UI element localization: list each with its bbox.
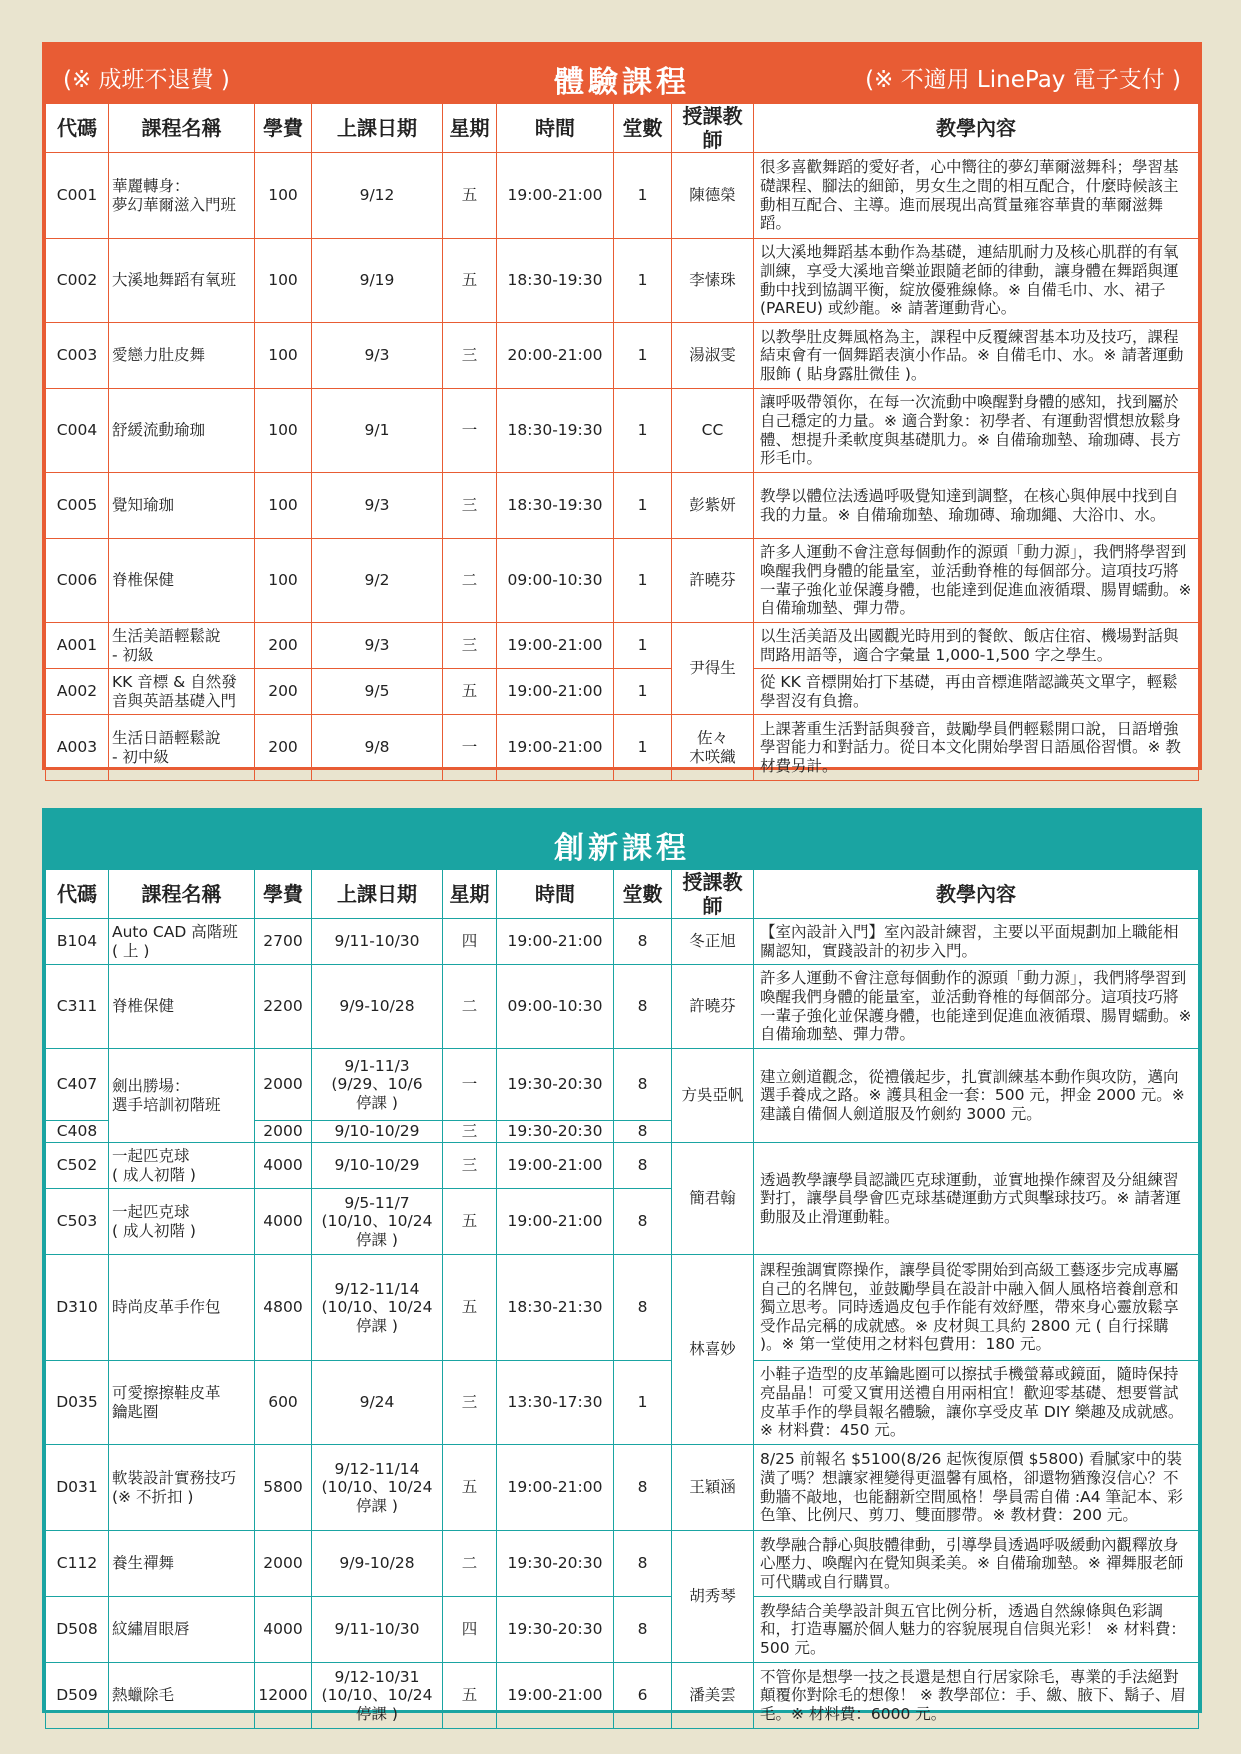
course-code: A002: [46, 669, 109, 715]
class-time: 19:00-21:00: [497, 715, 614, 781]
class-time: 19:00-21:00: [497, 669, 614, 715]
table-row: [46, 153, 1199, 239]
class-time: 19:00-21:00: [497, 153, 614, 239]
course-code: A003: [46, 715, 109, 781]
header-col-teacher: 授課教師: [672, 104, 754, 153]
class-time: 18:30-21:30: [497, 1255, 614, 1361]
fee: 5800: [255, 1445, 312, 1531]
class-dates: 9/3: [312, 323, 443, 389]
class-time: 19:00-21:00: [497, 1663, 614, 1729]
weekday: 三: [443, 473, 497, 539]
class-time: 19:00-21:00: [497, 1189, 614, 1255]
course-description: 【室內設計入門】室內設計練習，主要以平面規劃加上職能相關認知，實踐設計的初步入門。: [754, 919, 1199, 965]
course-code: C503: [46, 1189, 109, 1255]
session-count: 8: [614, 1189, 672, 1255]
course-description: 許多人運動不會注意每個動作的源頭「動力源」，我們將學習到喚醒我們身體的能量室，並活動脊椎的每個部分。這項技巧將一輩子強化並保護身體，也能達到促進血液循環、腸胃蠕動。※ 自備瑜珈墊、彈力帶。: [754, 539, 1199, 623]
session-count: 8: [614, 1255, 672, 1361]
header-col-date: 上課日期: [312, 870, 443, 919]
fee: 12000: [255, 1663, 312, 1729]
course-code: D310: [46, 1255, 109, 1361]
fee: 200: [255, 669, 312, 715]
course-code: A001: [46, 623, 109, 669]
class-time: 18:30-19:30: [497, 389, 614, 473]
class-time: 19:30-20:30: [497, 1597, 614, 1663]
innovation-course-table: [45, 869, 1199, 1729]
instructor: 許曉芬: [672, 965, 754, 1049]
weekday: 五: [443, 1189, 497, 1255]
header-col-code: 代碼: [46, 870, 109, 919]
fee: 4000: [255, 1189, 312, 1255]
table-row: [46, 239, 1199, 323]
weekday: 二: [443, 539, 497, 623]
course-name: 脊椎保健: [109, 539, 255, 623]
table-row: [46, 715, 1199, 781]
weekday: 三: [443, 323, 497, 389]
course-description: 很多喜歡舞蹈的愛好者，心中嚮往的夢幻華爾滋舞科；學習基礎課程、腳法的細節，男女生之間的相互配合，什麼時候該主動相互配合、主導。進而展現出高質量雍容華貴的華爾滋舞蹈。: [754, 153, 1199, 239]
weekday: 三: [443, 1361, 497, 1445]
instructor: 陳德榮: [672, 153, 754, 239]
class-dates: 9/3: [312, 473, 443, 539]
class-time: 19:00-21:00: [497, 1445, 614, 1531]
course-code: C002: [46, 239, 109, 323]
class-dates: 9/3: [312, 623, 443, 669]
course-name: KK 音標 & 自然發音與英語基礎入門: [109, 669, 255, 715]
course-name: 愛戀力肚皮舞: [109, 323, 255, 389]
course-name: 舒緩流動瑜珈: [109, 389, 255, 473]
class-time: 09:00-10:30: [497, 539, 614, 623]
fee: 4800: [255, 1255, 312, 1361]
course-name: 熱蠟除毛: [109, 1663, 255, 1729]
course-name: 養生禪舞: [109, 1531, 255, 1597]
table-row: [46, 919, 1199, 965]
fee: 2000: [255, 1531, 312, 1597]
section-title: 創新課程: [554, 831, 690, 866]
fee: 100: [255, 323, 312, 389]
course-code: C311: [46, 965, 109, 1049]
fee: 2000: [255, 1049, 312, 1121]
course-code: D031: [46, 1445, 109, 1531]
course-code: B104: [46, 919, 109, 965]
instructor: 尹得生: [672, 623, 754, 715]
table-row: [46, 473, 1199, 539]
fee: 2000: [255, 1121, 312, 1143]
weekday: 五: [443, 1255, 497, 1361]
course-name: 覺知瑜珈: [109, 473, 255, 539]
class-dates: 9/12-11/14 (10/10、10/24 停課 ): [312, 1255, 443, 1361]
class-dates: 9/5-11/7 (10/10、10/24 停課 ): [312, 1189, 443, 1255]
course-description: 以教學肚皮舞風格為主，課程中反覆練習基本功及技巧，課程結束會有一個舞蹈表演小作品。※ 自備毛巾、水。※ 請著運動服飾 ( 貼身露肚微佳 )。: [754, 323, 1199, 389]
course-description: 從 KK 音標開始打下基礎，再由音標進階認識英文單字，輕鬆學習沒有負擔。: [754, 669, 1199, 715]
session-count: 1: [614, 669, 672, 715]
instructor: 簡君翰: [672, 1143, 754, 1255]
course-code: D035: [46, 1361, 109, 1445]
fee: 200: [255, 623, 312, 669]
header-col-fee: 學費: [255, 870, 312, 919]
session-count: 8: [614, 1445, 672, 1531]
course-code: C004: [46, 389, 109, 473]
fee: 100: [255, 153, 312, 239]
header-col-content: 教學內容: [754, 870, 1199, 919]
table-header-row: [46, 870, 1199, 919]
session-count: 1: [614, 539, 672, 623]
class-dates: 9/5: [312, 669, 443, 715]
instructor: 湯淑雯: [672, 323, 754, 389]
course-name: 一起匹克球 ( 成人初階 ): [109, 1189, 255, 1255]
no-linepay-note: (※ 不適用 LinePay 電子支付 ): [865, 67, 1181, 93]
course-description: 讓呼吸帶領你，在每一次流動中喚醒對身體的感知，找到屬於自己穩定的力量。※ 適合對象：初學者、有運動習慣想放鬆身體、想提升柔軟度與基礎肌力。※ 自備瑜珈墊、瑜珈磚、長方形毛巾。: [754, 389, 1199, 473]
experience-header-bar: [45, 45, 1199, 103]
course-name: 軟裝設計實務技巧 (※ 不折扣 ): [109, 1445, 255, 1531]
innovation-header-bar: [45, 811, 1199, 869]
class-dates: 9/12-11/14 (10/10、10/24 停課 ): [312, 1445, 443, 1531]
class-dates: 9/1: [312, 389, 443, 473]
instructor: 方吳亞帆: [672, 1049, 754, 1143]
course-name: 劍出勝場： 選手培訓初階班: [109, 1049, 255, 1143]
session-count: 1: [614, 623, 672, 669]
class-dates: 9/8: [312, 715, 443, 781]
session-count: 1: [614, 473, 672, 539]
header-col-fee: 學費: [255, 104, 312, 153]
table-row: [46, 389, 1199, 473]
session-count: 8: [614, 1121, 672, 1143]
class-dates: 9/19: [312, 239, 443, 323]
fee: 600: [255, 1361, 312, 1445]
class-dates: 9/24: [312, 1361, 443, 1445]
class-time: 19:00-21:00: [497, 623, 614, 669]
table-row: [46, 623, 1199, 669]
table-row: [46, 1597, 1199, 1663]
course-name: 紋繡眉眼唇: [109, 1597, 255, 1663]
class-dates: 9/11-10/30: [312, 1597, 443, 1663]
weekday: 二: [443, 965, 497, 1049]
header-col-date: 上課日期: [312, 104, 443, 153]
course-description: 許多人運動不會注意每個動作的源頭「動力源」，我們將學習到喚醒我們身體的能量室，並活動脊椎的每個部分。這項技巧將一輩子強化並保護身體，也能達到促進血液循環、腸胃蠕動。※ 自備瑜珈墊、彈力帶。: [754, 965, 1199, 1049]
session-count: 6: [614, 1663, 672, 1729]
course-code: C407: [46, 1049, 109, 1121]
course-description: 小鞋子造型的皮革鑰匙圈可以擦拭手機螢幕或鏡面，隨時保持亮晶晶！可愛又實用送禮自用兩相宜！歡迎零基礎、想要嘗試皮革手作的學員報名體驗，讓你享受皮革 DIY 樂趣及成就感。※ 材料費：450 元。: [754, 1361, 1199, 1445]
instructor: 許曉芬: [672, 539, 754, 623]
class-dates: 9/11-10/30: [312, 919, 443, 965]
table-row: [46, 669, 1199, 715]
header-col-name: 課程名稱: [109, 104, 255, 153]
header-col-sessions: 堂數: [614, 104, 672, 153]
class-dates: 9/10-10/29: [312, 1143, 443, 1189]
no-refund-note: (※ 成班不退費 ): [63, 67, 230, 93]
weekday: 五: [443, 239, 497, 323]
course-description: 以生活美語及出國觀光時用到的餐飲、飯店住宿、機場對話與問路用語等，適合字彙量 1,000-1,500 字之學生。: [754, 623, 1199, 669]
course-code: C112: [46, 1531, 109, 1597]
weekday: 五: [443, 153, 497, 239]
weekday: 五: [443, 669, 497, 715]
instructor: 潘美雲: [672, 1663, 754, 1729]
header-col-time: 時間: [497, 104, 614, 153]
fee: 4000: [255, 1143, 312, 1189]
weekday: 二: [443, 1531, 497, 1597]
course-code: C408: [46, 1121, 109, 1143]
session-count: 1: [614, 389, 672, 473]
class-dates: 9/10-10/29: [312, 1121, 443, 1143]
course-name: 脊椎保健: [109, 965, 255, 1049]
table-row: [46, 1049, 1199, 1121]
table-row: [46, 965, 1199, 1049]
class-time: 18:30-19:30: [497, 473, 614, 539]
class-time: 19:30-20:30: [497, 1049, 614, 1121]
class-dates: 9/12: [312, 153, 443, 239]
class-time: 19:00-21:00: [497, 1143, 614, 1189]
fee: 100: [255, 539, 312, 623]
weekday: 四: [443, 1597, 497, 1663]
instructor: 胡秀琴: [672, 1531, 754, 1663]
table-row: [46, 1531, 1199, 1597]
table-row: [46, 1445, 1199, 1531]
course-description: 透過教學讓學員認識匹克球運動，並實地操作練習及分組練習對打，讓學員學會匹克球基礎運動方式與擊球技巧。※ 請著運動服及止滑運動鞋。: [754, 1143, 1199, 1255]
course-description: 不管你是想學一技之長還是想自行居家除毛，專業的手法絕對顛覆你對除毛的想像！ ※ 教學部位：手、繳、腋下、鬍子、眉毛。※ 材料費：6000 元。: [754, 1663, 1199, 1729]
class-time: 19:30-20:30: [497, 1531, 614, 1597]
course-description: 教學結合美學設計與五官比例分析，透過自然線條與色彩調和，打造專屬於個人魅力的容貌展現自信與光彩！ ※ 材料費：500 元。: [754, 1597, 1199, 1663]
table-row: [46, 1361, 1199, 1445]
session-count: 1: [614, 1361, 672, 1445]
header-col-time: 時間: [497, 870, 614, 919]
course-name: Auto CAD 高階班 ( 上 ): [109, 919, 255, 965]
course-code: C502: [46, 1143, 109, 1189]
course-description: 建立劍道觀念，從禮儀起步，扎實訓練基本動作與攻防，邁向選手養成之路。※ 護具租金一套：500 元，押金 2000 元。※ 建議自備個人劍道服及竹劍約 3000 元。: [754, 1049, 1199, 1143]
weekday: 一: [443, 389, 497, 473]
class-time: 20:00-21:00: [497, 323, 614, 389]
header-col-code: 代碼: [46, 104, 109, 153]
class-dates: 9/9-10/28: [312, 965, 443, 1049]
course-name: 生活美語輕鬆說 - 初級: [109, 623, 255, 669]
course-name: 華麗轉身： 夢幻華爾滋入門班: [109, 153, 255, 239]
course-description: 以大溪地舞蹈基本動作為基礎，連結肌耐力及核心肌群的有氧訓練，享受大溪地音樂並跟隨老師的律動，讓身體在舞蹈與運動中找到協調平衡，綻放優雅線條。※ 自備毛巾、水、裙子 (PAREU) 或紗龍。※ 請著運動背心。: [754, 239, 1199, 323]
course-code: C006: [46, 539, 109, 623]
experience-courses-panel: [42, 42, 1202, 775]
class-time: 09:00-10:30: [497, 965, 614, 1049]
class-time: 18:30-19:30: [497, 239, 614, 323]
course-code: C001: [46, 153, 109, 239]
course-name: 時尚皮革手作包: [109, 1255, 255, 1361]
fee: 2200: [255, 965, 312, 1049]
class-dates: 9/2: [312, 539, 443, 623]
course-name: 一起匹克球 ( 成人初階 ): [109, 1143, 255, 1189]
weekday: 三: [443, 623, 497, 669]
session-count: 1: [614, 239, 672, 323]
table-row: [46, 539, 1199, 623]
instructor: CC: [672, 389, 754, 473]
fee: 2700: [255, 919, 312, 965]
header-col-day: 星期: [443, 870, 497, 919]
course-code: C005: [46, 473, 109, 539]
table-row: [46, 1663, 1199, 1729]
course-description: 課程強調實際操作，讓學員從零開始到高級工藝逐步完成專屬自己的名牌包，並鼓勵學員在設計中融入個人風格培養創意和獨立思考。同時透過皮包手作能有效紓壓，帶來身心靈放鬆享受作品完稱的成就感。※ 皮材與工具約 2800 元 ( 自行採購 )。※ 第一堂使用之材料包費用：180 元。: [754, 1255, 1199, 1361]
course-description: 教學融合靜心與肢體律動，引導學員透過呼吸緩動內觀釋放身心壓力、喚醒內在覺知與柔美。※ 自備瑜珈墊。※ 禪舞服老師可代購或自行購買。: [754, 1531, 1199, 1597]
class-time: 19:30-20:30: [497, 1121, 614, 1143]
innovation-courses-panel: [42, 808, 1202, 1723]
table-row: [46, 323, 1199, 389]
weekday: 五: [443, 1663, 497, 1729]
instructor: 王穎涵: [672, 1445, 754, 1531]
weekday: 五: [443, 1445, 497, 1531]
header-col-name: 課程名稱: [109, 870, 255, 919]
fee: 4000: [255, 1597, 312, 1663]
header-col-day: 星期: [443, 104, 497, 153]
header-col-content: 教學內容: [754, 104, 1199, 153]
weekday: 三: [443, 1143, 497, 1189]
fee: 100: [255, 239, 312, 323]
instructor: 彭紫妍: [672, 473, 754, 539]
session-count: 1: [614, 153, 672, 239]
header-col-teacher: 授課教師: [672, 870, 754, 919]
course-name: 生活日語輕鬆說 - 初中級: [109, 715, 255, 781]
course-name: 可愛擦擦鞋皮革 鑰匙圈: [109, 1361, 255, 1445]
session-count: 8: [614, 1597, 672, 1663]
class-dates: 9/1-11/3 (9/29、10/6 停課 ): [312, 1049, 443, 1121]
session-count: 1: [614, 323, 672, 389]
session-count: 8: [614, 919, 672, 965]
session-count: 8: [614, 1049, 672, 1121]
table-row: [46, 1255, 1199, 1361]
weekday: 三: [443, 1121, 497, 1143]
instructor: 李愫珠: [672, 239, 754, 323]
course-description: 教學以體位法透過呼吸覺知達到調整，在核心與伸展中找到自我的力量。※ 自備瑜珈墊、瑜珈磚、瑜珈繩、大浴巾、水。: [754, 473, 1199, 539]
course-code: C003: [46, 323, 109, 389]
course-name: 大溪地舞蹈有氧班: [109, 239, 255, 323]
table-header-row: [46, 104, 1199, 153]
instructor: 佐々 木咲織: [672, 715, 754, 781]
course-description: 上課著重生活對話與發音，鼓勵學員們輕鬆開口說，日語增強學習能力和對話力。從日本文化開始學習日語風俗習慣。※ 教材費另計。: [754, 715, 1199, 781]
class-dates: 9/12-10/31 (10/10、10/24 停課 ): [312, 1663, 443, 1729]
course-code: D509: [46, 1663, 109, 1729]
section-title: 體驗課程: [554, 65, 690, 100]
weekday: 四: [443, 919, 497, 965]
course-code: D508: [46, 1597, 109, 1663]
weekday: 一: [443, 715, 497, 781]
instructor: 林喜妙: [672, 1255, 754, 1445]
session-count: 8: [614, 1531, 672, 1597]
class-dates: 9/9-10/28: [312, 1531, 443, 1597]
fee: 200: [255, 715, 312, 781]
class-time: 13:30-17:30: [497, 1361, 614, 1445]
weekday: 一: [443, 1049, 497, 1121]
course-description: 8/25 前報名 $5100(8/26 起恢復原價 $5800) 看膩家中的裝潢了嗎？想讓家裡變得更溫馨有風格，卻還物猶豫沒信心？不動牆不敲地，也能翻新空間風格！學員需自備 :A4 筆記本、彩色筆、比例尺、剪刀、雙面膠帶。※ 教材費：200 元。: [754, 1445, 1199, 1531]
table-row: [46, 1143, 1199, 1189]
fee: 100: [255, 473, 312, 539]
class-time: 19:00-21:00: [497, 919, 614, 965]
instructor: 冬正旭: [672, 919, 754, 965]
session-count: 8: [614, 1143, 672, 1189]
experience-course-table: [45, 103, 1199, 781]
session-count: 8: [614, 965, 672, 1049]
fee: 100: [255, 389, 312, 473]
header-col-sessions: 堂數: [614, 870, 672, 919]
session-count: 1: [614, 715, 672, 781]
